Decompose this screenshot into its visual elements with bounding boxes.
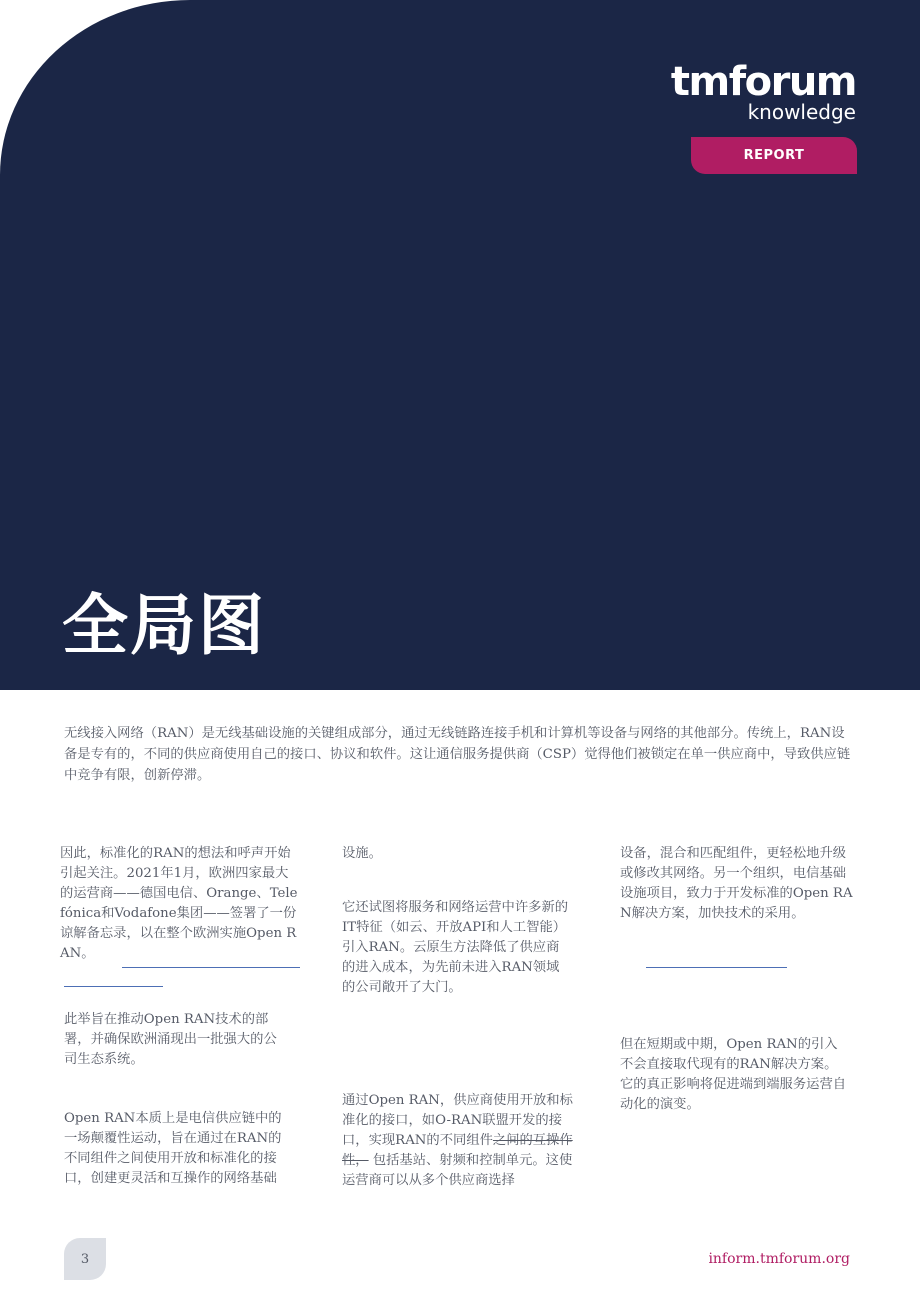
col2-paragraph-3-text-end: 包括基站、射频和控制单元。这使运营商可以从多个供应商选择 (342, 1153, 573, 1188)
logo-subtitle: knowledge (747, 100, 856, 124)
col1-paragraph-1: 因此，标准化的RAN的想法和呼声开始引起关注。2021年1月，欧洲四家最大的运营商——德国电信、Orange、Telefónica和Vodafone集团——签署了一份谅解备忘录，以在整个欧洲实施Open RAN。 (60, 846, 298, 961)
col2-paragraph-1: 设施。 (342, 846, 382, 861)
divider-line (64, 986, 163, 987)
tmforum-logo[interactable] (671, 60, 856, 123)
page-number-tab (64, 1238, 106, 1280)
divider-line (646, 967, 787, 968)
col2-paragraph-2: 它还试图将服务和网络运营中许多新的IT特征（如云、开放API和人工智能）引入RAN。云原生方法降低了供应商的进入成本，为先前未进入RAN领域的公司敞开了大门。 (342, 900, 569, 995)
intro-paragraph: 无线接入网络（RAN）是无线基础设施的关键组成部分，通过无线链路连接手机和计算机等设备与网络的其他部分。传统上，RAN设备是专有的，不同的供应商使用自己的接口、协议和软件。这让通信服务提供商（CSP）觉得他们被锁定在单一供应商中，导致供应链中竞争有限，创新停滞。 (64, 726, 851, 783)
col1-paragraph-3: Open RAN本质上是电信供应链中的一场颠覆性运动，旨在通过在RAN的不同组件之间使用开放和标准化的接口，创建更灵活和互操作的网络基础 (64, 1111, 282, 1186)
struck-text: 之间的互操作性， (342, 1133, 573, 1168)
page-title: 全局图 (62, 587, 266, 664)
footer-url-link[interactable]: inform.tmforum.org (708, 1251, 850, 1267)
divider-line (122, 967, 300, 968)
col3-paragraph-2: 但在短期或中期，Open RAN的引入不会直接取代现有的RAN解决方案。它的真正影响将促进端到端服务运营自动化的演变。 (620, 1037, 847, 1112)
col2-paragraph-3-text: 通过Open RAN，供应商使用开放和标准化的接口，如O-RAN联盟开发的接口，实现RAN的不同组件 (342, 1093, 573, 1148)
col2-paragraph-3 (342, 1091, 578, 1191)
col3-paragraph-1: 设备，混合和匹配组件，更轻松地升级或修改其网络。另一个组织，电信基础设施项目，致力于开发标准的Open RAN解决方案，加快技术的采用。 (620, 846, 853, 921)
logo-wordmark: tmforum (670, 59, 856, 105)
page-number: 3 (80, 1251, 90, 1267)
col1-paragraph-2: 此举旨在推动Open RAN技术的部署，并确保欧洲涌现出一批强大的公司生态系统。 (64, 1012, 277, 1067)
report-badge: REPORT (691, 137, 857, 174)
